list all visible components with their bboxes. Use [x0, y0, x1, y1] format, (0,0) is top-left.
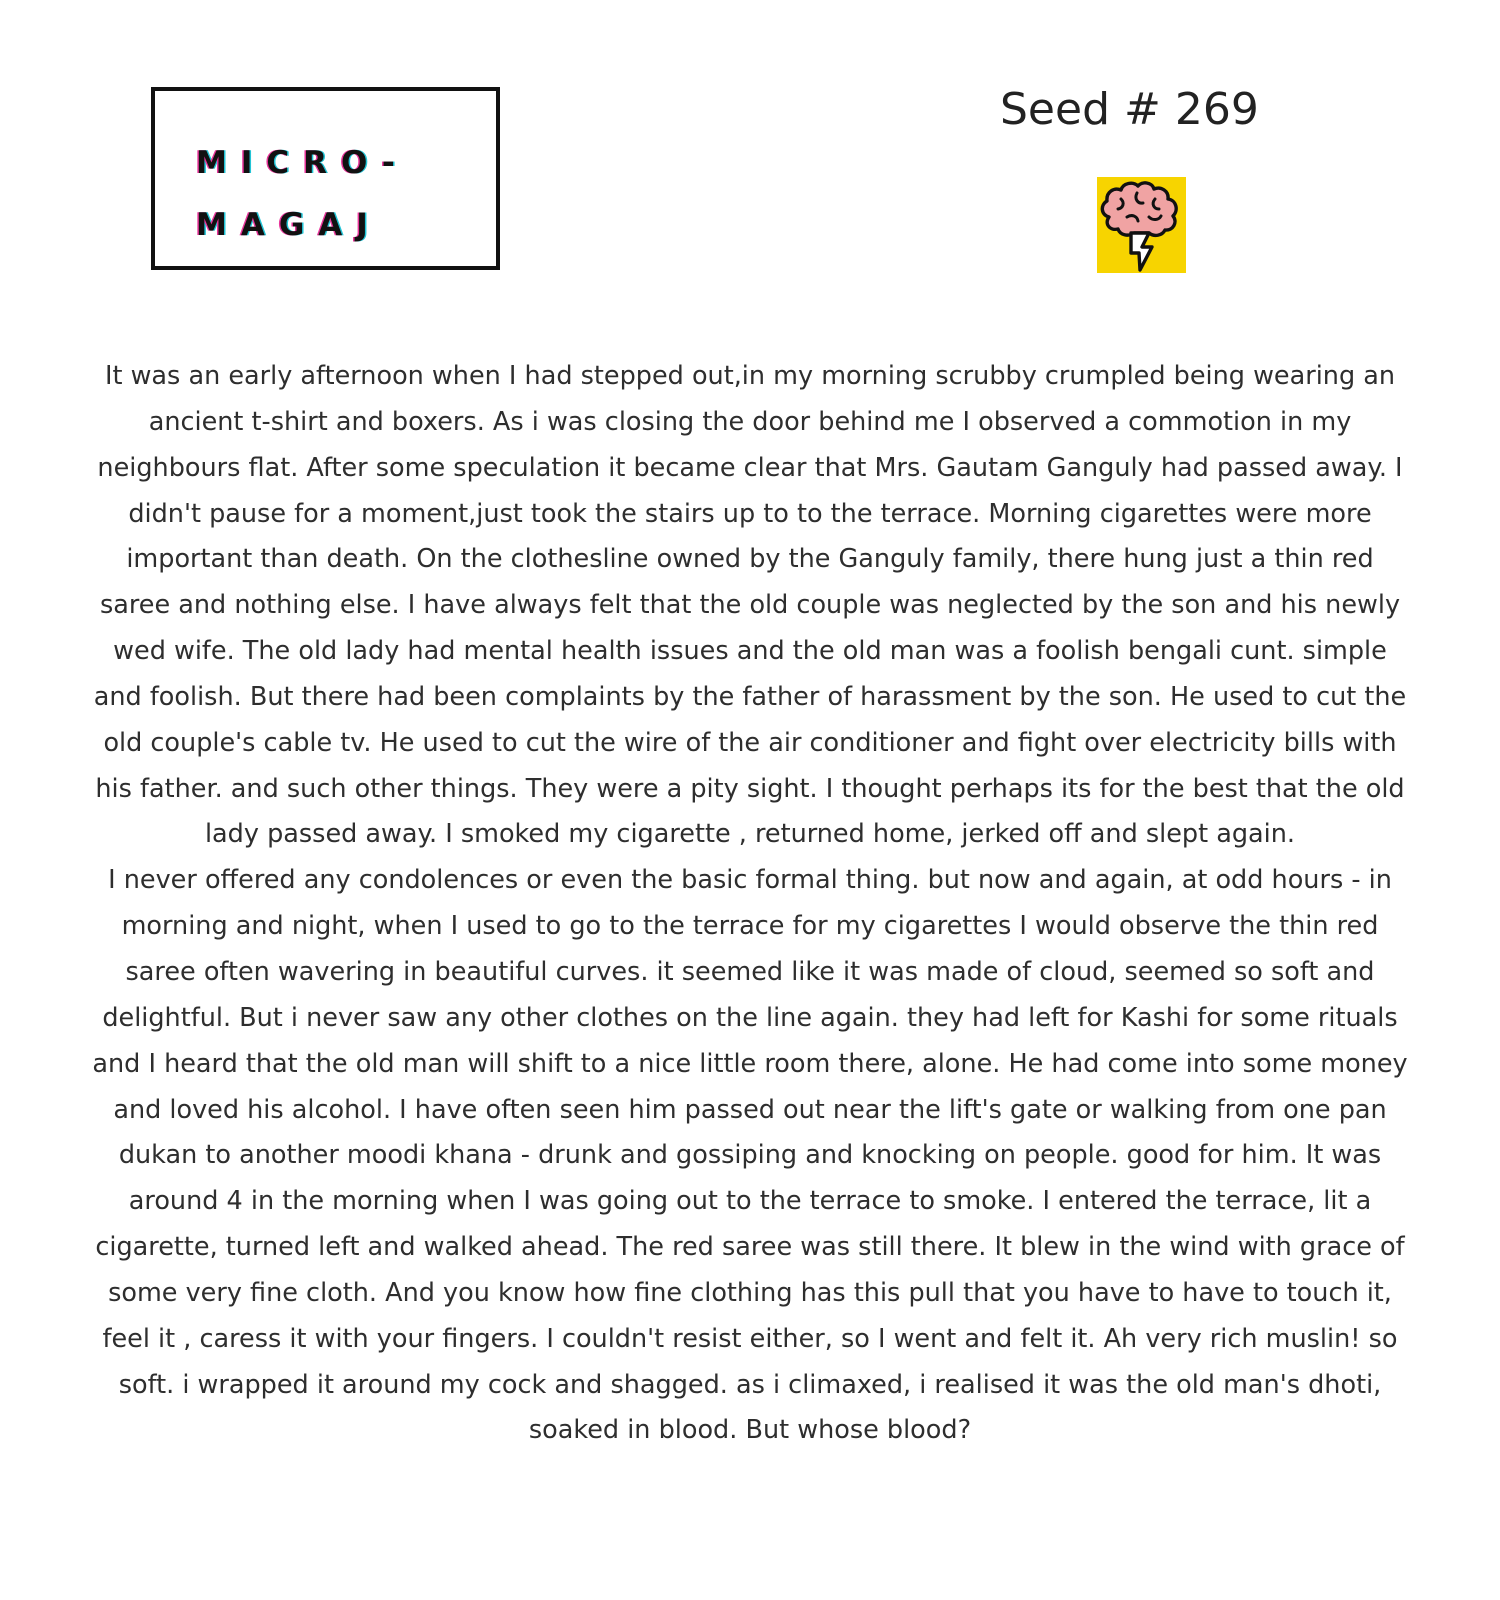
story-text: [90, 354, 1410, 1454]
logo: [151, 87, 500, 270]
logo-line-2: MAGAJ: [196, 207, 382, 243]
logo-line-1: MICRO-: [196, 145, 409, 181]
story-paragraph-1: It was an early afternoon when I had stepped out,in my morning scrubby crumpled being wearing an ancient t-shirt and boxers. As i was closing the door behind me I observed a commotion in my neighbours flat. After some speculation it became clear that Mrs. Gautam Ganguly had passed away. I didn't pause for a moment,just took the stairs up to to the terrace. Morning cigarettes were more important than death. On the clothesline owned by the Ganguly family, there hung just a thin red saree and nothing else. I have always felt that the old couple was neglected by the son and his newly wed wife. The old lady had mental health issues and the old man was a foolish bengali cunt. simple and foolish. But there had been complaints by the father of harassment by the son. He used to cut the old couple's cable tv. He used to cut the wire of the air conditioner and fight over electricity bills with his father. and such other things. They were a pity sight. I thought perhaps its for the best that the old lady passed away. I smoked my cigarette , returned home, jerked off and slept again.: [93, 361, 1407, 850]
page-title: Seed # 269: [1000, 84, 1259, 135]
story-paragraph-2: I never offered any condolences or even the basic formal thing. but now and again, at odd hours - in morning and night, when I used to go to the terrace for my cigarettes I would observe the thin red saree often wavering in beautiful curves. it seemed like it was made of cloud, seemed so soft and delightful. But i never saw any other clothes on the line again. they had left for Kashi for some rituals and I heard that the old man will shift to a nice little room there, alone. He had come into some money and loved his alcohol. I have often seen him passed out near the lift's gate or walking from one pan dukan to another moodi khana - drunk and gossiping and knocking on people. good for him. It was around 4 in the morning when I was going out to the terrace to smoke. I entered the terrace, lit a cigarette, turned left and walked ahead. The red saree was still there. It blew in the wind with grace of some very fine cloth. And you know how fine clothing has this pull that you have to have to touch it, feel it , caress it with your fingers. I couldn't resist either, so I went and felt it. Ah very rich muslin! so soft. i wrapped it around my cock and shagged. as i climaxed, i realised it was the old man's dhoti, soaked in blood. But whose blood?: [92, 865, 1408, 1446]
brain-lightning-icon: [1097, 177, 1186, 273]
